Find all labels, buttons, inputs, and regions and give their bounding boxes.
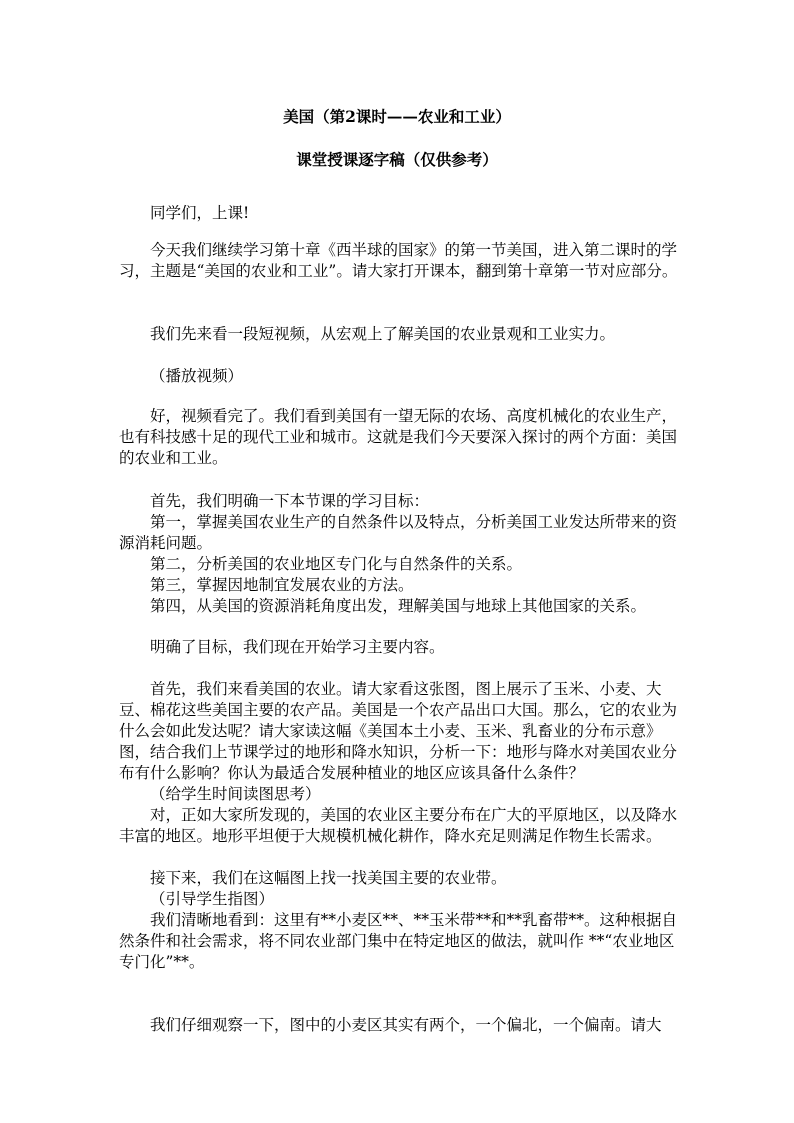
paragraph-greeting: 同学们，上课! [150, 204, 250, 222]
paragraph-intro: 今天我们继续学习第十章《西半球的国家》的第一节美国，进入第二课时的学习，主题是“美国的农业和工业”。请大家打开课本，翻到第十章第一节对应部分。 [119, 241, 678, 280]
paragraph-think-time: （给学生时间读图思考） [150, 785, 321, 803]
paragraph-next: 接下来，我们在这幅图上找一找美国主要的农业带。 [150, 869, 507, 887]
document-title: 美国（第2课时——农业和工业） [283, 107, 511, 126]
objective-item-2: 第二，分析美国的农业地区专门化与自然条件的关系。 [150, 555, 523, 573]
objective-item-1: 第一，掌握美国农业生产的自然条件以及特点，分析美国工业发达所带来的资源消耗问题。 [119, 513, 678, 552]
paragraph-video-intro: 我们先来看一段短视频，从宏观上了解美国的农业景观和工业实力。 [150, 325, 616, 343]
document-subtitle: 课堂授课逐字稿（仅供参考） [296, 150, 498, 169]
paragraph-agriculture: 首先，我们来看美国的农业。请大家看这张图，图上展示了玉米、小麦、大豆、棉花这些美国主要的农产品。美国是一个农产品出口大国。那么，它的农业为什么会如此发达呢？请大家读这幅《美国本土小麦、玉米、乳畜业的分布示意》图，结合我们上节课学过的地形和降水知识，分析一下：地形与降水对美国农业分布有什么影响？你认为最适合发展种植业的地区应该具备什么条件？ [119, 680, 678, 782]
paragraph-belts: 我们清晰地看到：这里有**小麦区**、**玉米带**和**乳畜带**。这种根据自然条件和社会需求，将不同农业部门集中在特定地区的做法，就叫作 **“农业地区专门化”**。 [119, 911, 678, 971]
objective-item-3: 第三，掌握因地制宜发展农业的方法。 [150, 576, 414, 594]
paragraph-answer: 对，正如大家所发现的，美国的农业区主要分布在广大的平原地区，以及降水丰富的地区。地形平坦便于大规模机械化耕作，降水充足则满足作物生长需求。 [119, 806, 678, 845]
objectives-intro: 首先，我们明确一下本节课的学习目标： [150, 492, 430, 510]
paragraph-wheat: 我们仔细观察一下，图中的小麦区其实有两个，一个偏北，一个偏南。请大 [150, 1016, 662, 1034]
paragraph-clear-goals: 明确了目标，我们现在开始学习主要内容。 [150, 638, 445, 656]
paragraph-guide: （引导学生指图） [150, 890, 275, 908]
paragraph-after-video: 好，视频看完了。我们看到美国有一望无际的农场、高度机械化的农业生产，也有科技感十足的现代工业和城市。这就是我们今天要深入探讨的两个方面：美国的农业和工业。 [119, 407, 678, 467]
paragraph-play-video: （播放视频） [150, 367, 244, 385]
objective-item-4: 第四，从美国的资源消耗角度出发，理解美国与地球上其他国家的关系。 [150, 597, 647, 615]
